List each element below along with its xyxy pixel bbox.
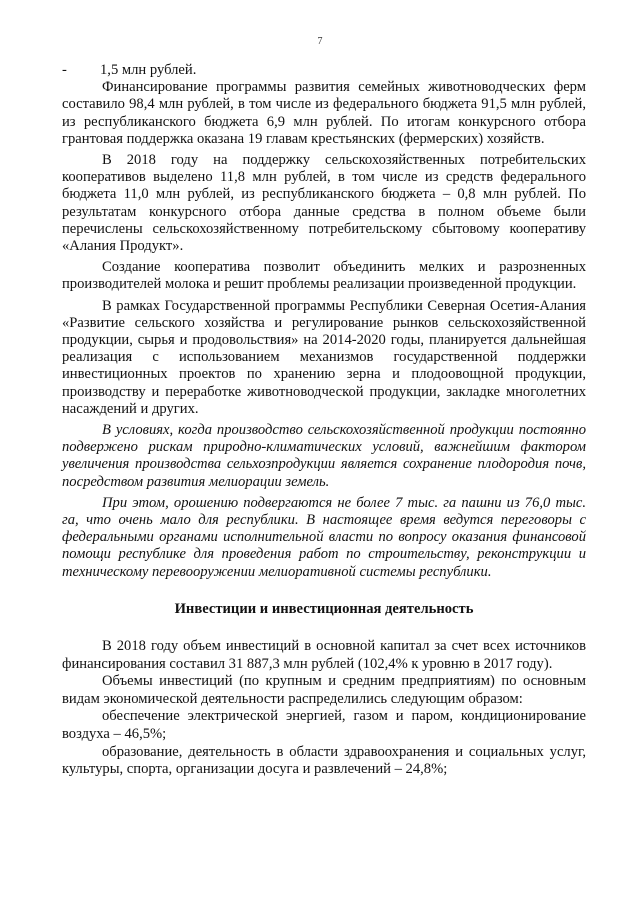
paragraph-cooperative-benefit: Создание кооператива позволит объединить мелких и разрозненных производителей молока и решит проблемы реализации произведенной продукции. <box>62 259 586 293</box>
document-body <box>62 62 586 779</box>
paragraph-state-program: В рамках Государственной программы Республики Северная Осетия-Алания «Развитие сельского хозяйства и регулирование рынков сельскохозяйственной продукции, сырья и продовольствия» на 2014-2020 годы, планируется дальнейшая реализация с использованием механизмов государственной поддержки инвестиционных проектов по хранению зерна и плодоовощной продукции, производству и переработке животноводческой продукции, закладке многолетних насаждений и других. <box>62 297 586 417</box>
paragraph-melioration: В условиях, когда производство сельскохозяйственной продукции постоянно подвержено рискам природно-климатических условий, важнейшим фактором увеличения производства сельхозпродукции является сохранение плодородия почв, посредством развития мелиорации земель. <box>62 422 586 490</box>
paragraph-investment-distribution: Объемы инвестиций (по крупным и средним предприятиям) по основным видам экономической деятельности распределились следующим образом: <box>62 673 586 707</box>
bullet-dash: - <box>62 62 67 78</box>
bullet-text: 1,5 млн рублей. <box>100 62 197 78</box>
investment-section <box>62 638 586 779</box>
bullet-item <box>62 62 586 79</box>
page-number: 7 <box>317 36 323 47</box>
paragraph-cooperatives: В 2018 году на поддержку сельскохозяйственных потребительских кооперативов выделено 11,8 млн рублей, в том числе из средств федерального бюджета 11,0 млн рублей, из республиканского бюджета – 0,8 млн рублей. По результатам конкурсного отбора данные средства в полном объеме были перечислены сельскохозяйственному потребительскому сбытовому кооперативу «Алания Продукт». <box>62 152 586 255</box>
paragraph-irrigation: При этом, орошению подвергаются не более 7 тыс. га пашни из 76,0 тыс. га, что очень мало для республики. В настоящее время ведутся переговоры с федеральными органами исполнительной власти по вопросу оказания финансовой помощи республике для проведения работ по строительству, реконструкции и техническому перевооружении мелиоративной системы республики. <box>62 494 586 580</box>
paragraph-investment-volume: В 2018 году объем инвестиций в основной капитал за счет всех источников финансирования составил 31 887,3 млн рублей (102,4% к уровню в 2017 году). <box>62 638 586 672</box>
list-item-education: образование, деятельность в области здравоохранения и социальных услуг, культуры, спорта, организации досуга и развлечений – 24,8%; <box>62 743 586 778</box>
section-heading: Инвестиции и инвестиционная деятельность <box>174 600 474 617</box>
paragraph-family-farms: Финансирование программы развития семейных животноводческих ферм составило 98,4 млн рублей, в том числе из федерального бюджета 91,5 млн рублей, из республиканского бюджета 6,9 млн рублей. По итогам конкурсного отбора грантовая поддержка оказана 19 главам крестьянских (фермерских) хозяйств. <box>62 79 586 147</box>
list-item-energy: обеспечение электрической энергией, газом и паром, кондиционирование воздуха – 46,5%; <box>62 708 586 743</box>
